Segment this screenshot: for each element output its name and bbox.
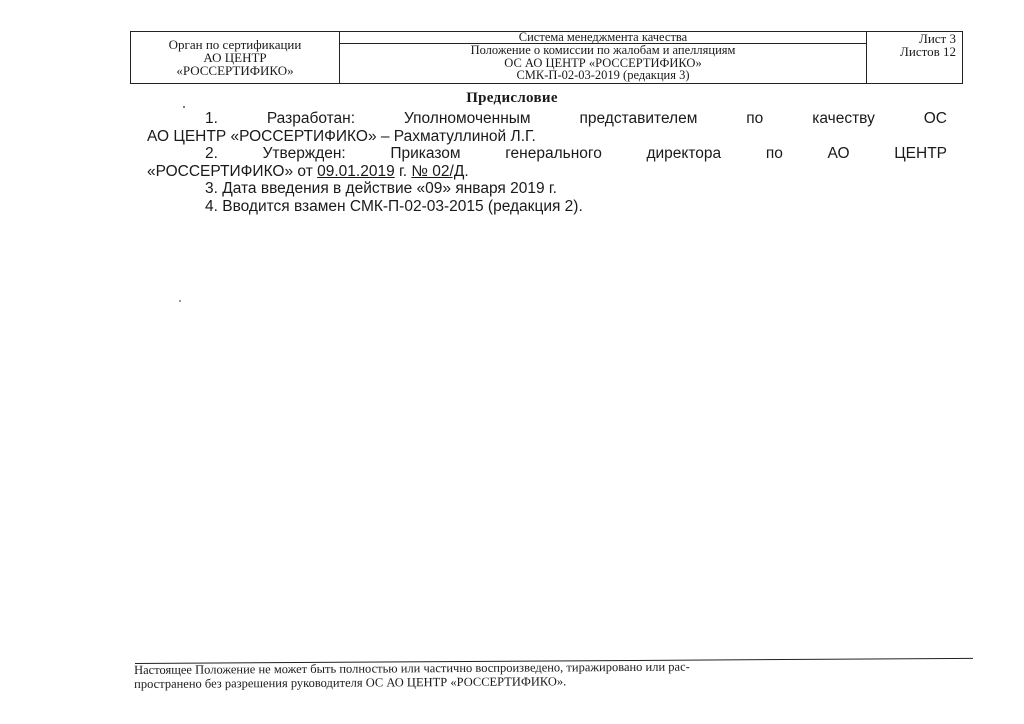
preface-item-2-line-1: 2. Утвержден: Приказом генерального директора по АО ЦЕНТР bbox=[205, 145, 947, 162]
scan-speck bbox=[179, 300, 181, 302]
preface-item-2-line-2 bbox=[147, 163, 947, 181]
sheet-number: Лист 3 bbox=[919, 31, 956, 46]
sheets-total: Листов 12 bbox=[900, 44, 956, 59]
document-title-cell bbox=[340, 32, 867, 83]
issuer-line: «РОССЕРТИФИКО» bbox=[176, 63, 294, 78]
approval-date: 09.01.2019 bbox=[317, 162, 395, 180]
order-number: № 02/Д bbox=[411, 162, 465, 180]
sheet-info-cell bbox=[867, 32, 962, 83]
preface-item-1-line-2: АО ЦЕНТР «РОССЕРТИФИКО» – Рахматуллиной Л.Г. bbox=[147, 127, 536, 145]
footer-notice bbox=[134, 658, 974, 691]
footer-notice-line: пространено без разрешения руководителя ОС АО ЦЕНТР «РОССЕРТИФИКО». bbox=[134, 674, 567, 691]
issuer-line: АО ЦЕНТР bbox=[203, 50, 267, 65]
preface-item-3: 3. Дата введения в действие «09» января 2019 г. bbox=[205, 180, 557, 197]
issuer-line: Орган по сертификации bbox=[168, 37, 302, 52]
approval-text: г. bbox=[394, 162, 412, 180]
document-title-line: Положение о комиссии по жалобам и апелляциям bbox=[470, 43, 736, 57]
document-header-table bbox=[130, 31, 963, 84]
document-title-line: СМК-П-02-03-2019 (редакция 3) bbox=[516, 68, 690, 82]
issuer-cell bbox=[131, 32, 340, 83]
approval-text: . bbox=[464, 162, 469, 180]
section-title: Предисловие bbox=[466, 90, 558, 106]
preface-content bbox=[147, 110, 947, 215]
footer-notice-line: Настоящее Положение не может быть полностью или частично воспроизведено, тиражировано или рас- bbox=[134, 659, 690, 677]
approval-text: «РОССЕРТИФИКО» от bbox=[147, 162, 318, 180]
system-title: Система менеджмента качества bbox=[340, 32, 866, 44]
preface-item-4: 4. Вводится взамен СМК-П-02-03-2015 (редакция 2). bbox=[205, 197, 583, 215]
document-title bbox=[340, 44, 866, 82]
document-title-line: ОС АО ЦЕНТР «РОССЕРТИФИКО» bbox=[504, 55, 702, 70]
preface-item-1-line-1: 1. Разработан: Уполномоченным представителем по качеству ОС bbox=[205, 110, 947, 127]
